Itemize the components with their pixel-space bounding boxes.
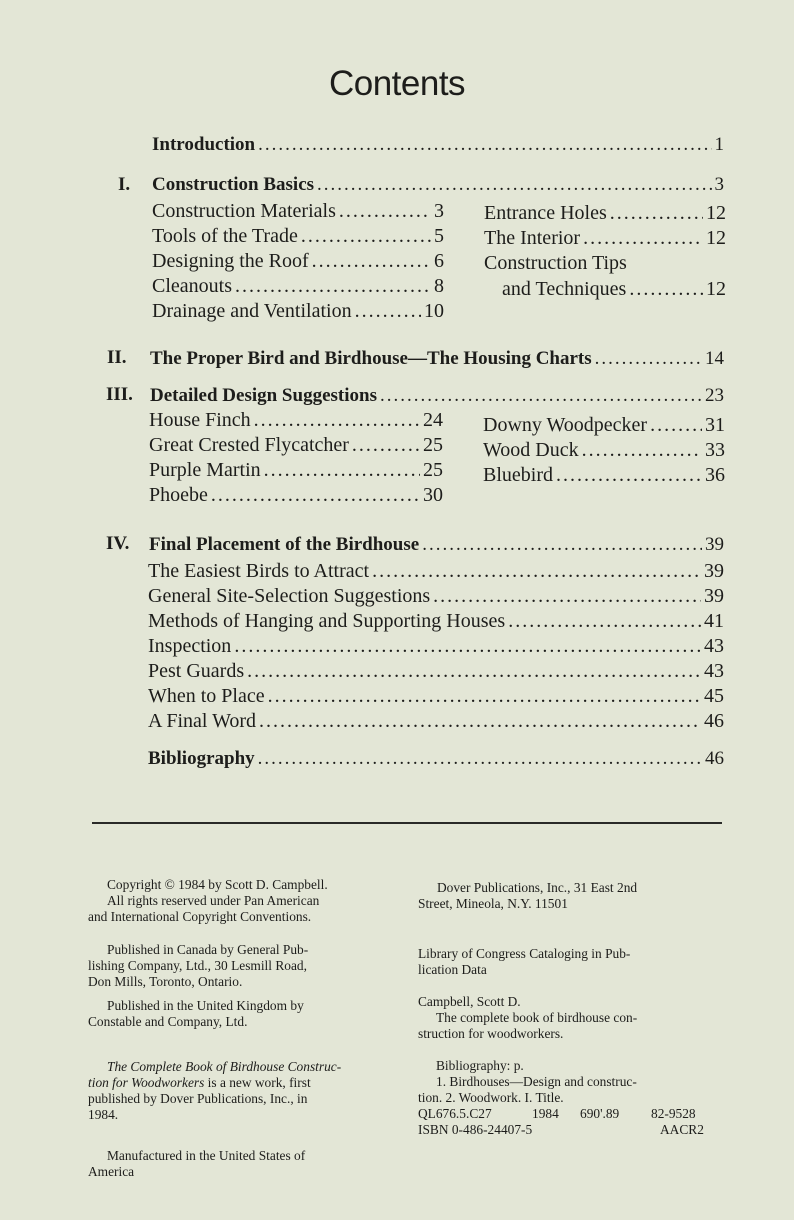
section-numeral: III. [106,384,133,405]
publisher-address: Dover Publications, Inc., 31 East 2nd [437,880,638,895]
cip-title: The complete book of birdhouse con- [436,1010,638,1025]
manufactured-note: Manufactured in the United States of [107,1148,306,1163]
manufactured-note-cont: America [88,1164,135,1179]
toc-introduction[interactable] [152,133,724,157]
toc-label: Construction Basics [152,174,315,195]
toc-entry[interactable]: The Easiest Birds to Attract ..... 39 [148,559,724,583]
toc-entry[interactable]: Downy Woodpecker ..... 31 [483,413,725,437]
toc-page: 1 [714,134,724,155]
toc-label: The Proper Bird and Birdhouse—The Housing Charts [150,348,592,369]
cip-heading: Library of Congress Cataloging in Pub- [418,946,631,961]
toc-page: 3 [714,174,724,195]
uk-publisher-cont: Constable and Company, Ltd. [88,1014,248,1029]
toc-label: Final Placement of the Birdhouse [149,534,420,555]
toc-section-2[interactable] [150,347,724,371]
cip-dewey: 690'.89 [580,1106,620,1121]
toc-section-4[interactable] [149,533,724,557]
copyright-notice-line: and International Copyright Conventions. [88,909,312,924]
toc-entry[interactable]: Bluebird ..... 36 [483,463,725,487]
isbn: ISBN 0-486-24407-5 [418,1122,533,1137]
publisher-address-cont: Street, Mineola, N.Y. 11501 [418,896,568,911]
toc-entry[interactable]: Purple Martin ..... 25 [149,458,443,482]
toc-bibliography[interactable] [148,747,724,771]
aacr: AACR2 [660,1122,704,1137]
toc-entry[interactable]: Drainage and Ventilation ..... 10 [152,299,444,323]
toc-entry[interactable]: House Finch ..... 24 [149,408,443,432]
publication-note: The Complete Book of Birdhouse Construc- [107,1059,342,1074]
toc-entry[interactable]: Entrance Holes ..... 12 [484,201,726,225]
copyright-notice: Copyright © 1984 by Scott D. Campbell. All rights reserved under Pan American [107,877,328,908]
publication-note-cont: tion for Woodworkers is a new work, first published by Dover Publications, Inc., in 1984. [88,1075,311,1122]
toc-entry[interactable]: Pest Guards ..... 43 [148,659,724,683]
toc-entry[interactable]: Inspection ..... 43 [148,634,724,658]
toc-page: 46 [705,748,724,769]
cip-heading-cont: lication Data [418,962,487,977]
toc-entry-label[interactable]: Construction Tips [484,252,627,274]
toc-page: 14 [705,348,724,369]
toc-label: Detailed Design Suggestions [150,385,377,406]
toc-label: Bibliography [148,748,255,769]
cip-subjects-cont: tion. 2. Woodwork. I. Title. [418,1090,564,1105]
canada-publisher: Published in Canada by General Pub- [107,942,309,957]
section-numeral: II. [107,347,127,368]
cip-subjects: 1. Birdhouses—Design and construc- [436,1074,637,1089]
toc-section-3[interactable] [150,384,724,408]
cip-call-number: QL676.5.C27 [418,1106,492,1121]
toc-page: 39 [705,534,724,555]
toc-entry[interactable]: Methods of Hanging and Supporting Houses ..... 41 [148,609,724,633]
toc-entry[interactable]: The Interior ..... 12 [484,226,726,250]
section-numeral: IV. [106,533,130,554]
toc-entry[interactable]: When to Place ..... 45 [148,684,724,708]
cip-author: Campbell, Scott D. [418,994,521,1009]
cip-year: 1984 [532,1106,559,1121]
divider [92,822,722,824]
toc-entry[interactable]: Cleanouts ..... 8 [152,274,444,298]
toc-section-1[interactable] [152,173,724,197]
page-title: Contents [328,64,466,103]
cip-lccn: 82-9528 [651,1106,696,1121]
toc-entry[interactable]: Wood Duck ..... 33 [483,438,725,462]
cip-bibliography: Bibliography: p. [436,1058,524,1073]
canada-publisher-cont: lishing Company, Ltd., 30 Lesmill Road, Don Mills, Toronto, Ontario. [88,958,307,989]
section-numeral: I. [118,174,131,195]
toc-entry[interactable]: Great Crested Flycatcher ..... 25 [149,433,443,457]
toc-entry[interactable]: Phoebe ..... 30 [149,483,443,507]
toc-label: Introduction [152,134,256,155]
toc-entry[interactable]: Tools of the Trade ..... 5 [152,224,444,248]
toc-entry[interactable]: General Site-Selection Suggestions ..... 39 [148,584,724,608]
toc-entry[interactable]: Construction Materials ..... 3 [152,199,444,223]
toc-entry[interactable]: A Final Word ..... 46 [148,709,724,733]
cip-title-cont: struction for woodworkers. [418,1026,564,1041]
toc-page: 23 [705,385,724,406]
toc-entry[interactable]: Designing the Roof ..... 6 [152,249,444,273]
uk-publisher: Published in the United Kingdom by [107,998,304,1013]
toc-entry[interactable]: and Techniques ..... 12 [502,277,726,301]
